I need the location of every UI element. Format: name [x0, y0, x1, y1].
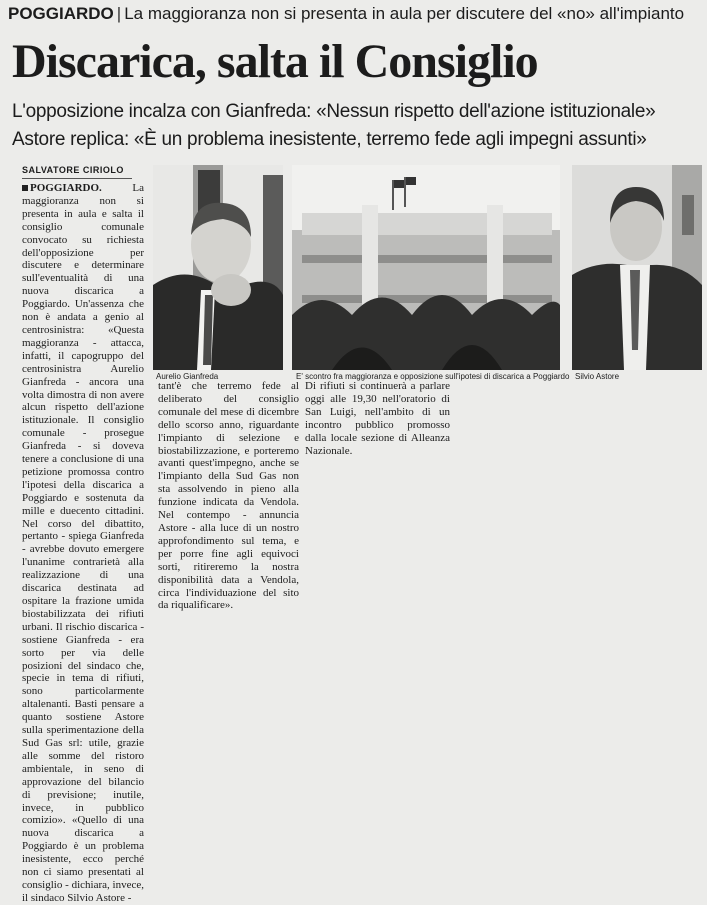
- caption-gianfreda: Aurelio Gianfreda: [156, 372, 219, 381]
- photo-gianfreda: [153, 165, 283, 370]
- byline: SALVATORE CIRIOLO: [22, 165, 124, 175]
- article-column-1-text: La maggioranza non si presenta in aula e salta il consiglio comunale convocato su richiesta dell'opposizione per discutere e determinare sull'eventualità di una nuova discarica a Poggiardo. Un'assenza che non è andata a genio al centrosinistra: «Questa maggioranza - attacca, infatti, il capogruppo del centrosinistra Aurelio Gianfreda - ancora una volta dimostra di non avere alcun rispetto dell'azione istituzionale. Il consiglio comunale - prosegue Gianfreda - si doveva tenere a conclusione di una petizione promossa contro l'ipotesi della discarica a Poggiardo e sostenuta da mille e duecento cittadini. Nel corso del dibattito, pertanto - spiega Gianfreda - avrebbe dovuto emergere l'unanime contrarietà alla realizzazione di una discarica destinata ad ospitare la frazione umida biostabilizzata dei rifiuti urbani. Il rischio discarica - sostiene Gianfreda - era sorto per via delle posizioni del sindaco che, specie in tema di rifiuti, sono particolarmente altalenanti. Basti pensare a quanto sostiene Astore sulla sperimentazione della Sud Gas srl: utile, grazie alle somme del ristoro ambientale, in seno di approvazione del bilancio di previsione; inutile, invece, in pubblico comizio». «Quello di una nuova discarica a Poggiardo è un problema inesistente, ecco perché non ci siamo presentati al consiglio - dichiara, invece, il sindaco Silvio Astore -: [22, 182, 144, 904]
- article-column-3-text: Di rifiuti si continuerà a parlare oggi alle 19,30 nell'oratorio di San Luigi, nell'ambito di un incontro pubblico promosso dalla locale sezione di Alleanza Nazionale.: [305, 380, 450, 457]
- article-column-2: [158, 380, 299, 625]
- caption-building: E' scontro fra maggioranza e opposizione sull'ipotesi di discarica a Poggiardo: [296, 372, 570, 381]
- subhead-2: Astore replica: «È un problema inesistente, terremo fede agli impegni assunti»: [12, 129, 647, 150]
- photo-building: [292, 165, 560, 370]
- article-column-1: [22, 182, 144, 904]
- caption-astore: Silvio Astore: [575, 372, 620, 381]
- lead-bullet-icon: [22, 185, 28, 191]
- article-column-2-text: tant'è che terremo fede al deliberato del consiglio comunale del mese di dicembre dello scorso anno, riguardante l'impianto di selezione e biostabilizzazione, e porteremo avanti quest'impegno, anche se l'impianto della Sud Gas non sta assolvendo in pieno alla funzione indicata da Vendola. Nel contempo - annuncia Astore - alla luce di un nostro approfondimento sul tema, e per porre fine agli equivoci sorti, ritireremo la nostra disponibilità data a Vendola, circa l'individuazione del sito da riqualificare».: [158, 380, 299, 612]
- kicker-place: POGGIARDO: [8, 4, 114, 23]
- photo-astore: [572, 165, 702, 370]
- kicker: [8, 4, 703, 24]
- byline-rule: [22, 178, 132, 179]
- subhead-1: L'opposizione incalza con Gianfreda: «Nessun rispetto dell'azione istituzionale»: [12, 101, 656, 122]
- article-column-3: [305, 380, 450, 625]
- kicker-separator: |: [116, 4, 122, 23]
- kicker-text: La maggioranza non si presenta in aula per discutere del «no» all'impianto: [124, 4, 685, 23]
- article-dateline: POGGIARDO.: [30, 182, 102, 194]
- headline: Discarica, salta il Consiglio: [12, 35, 538, 88]
